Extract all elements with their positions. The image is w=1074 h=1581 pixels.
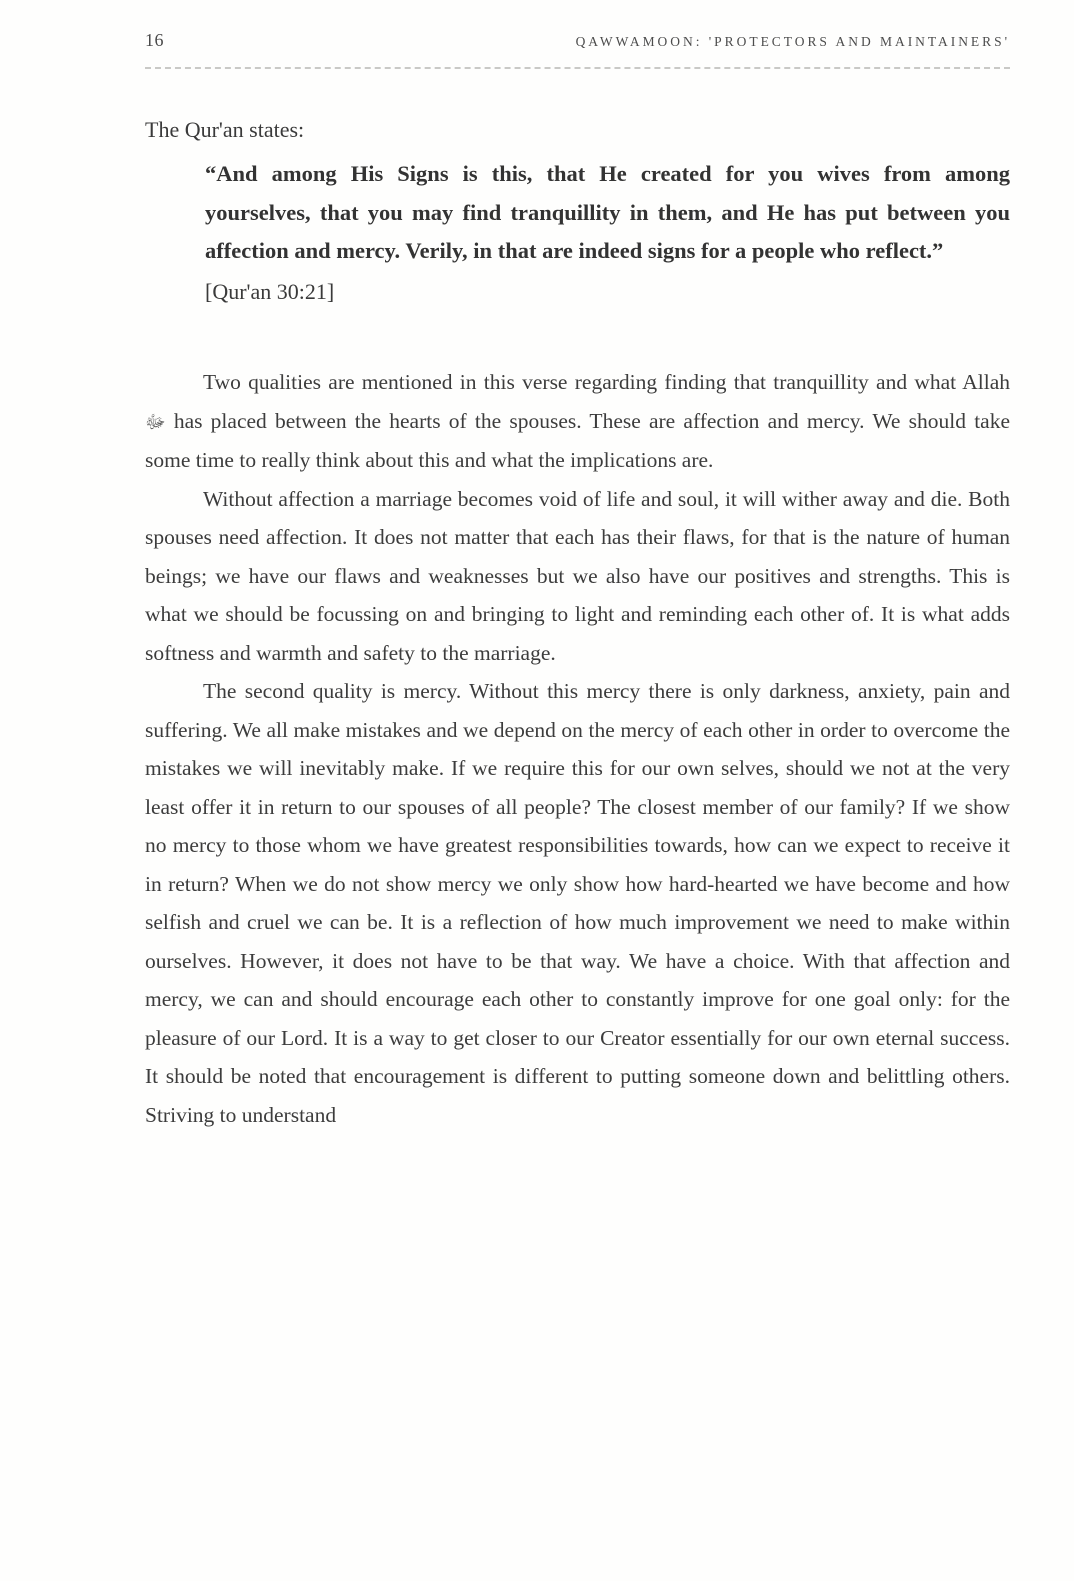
running-head: QAWWAMOON: 'PROTECTORS AND MAINTAINERS' [575,34,1010,49]
quote-citation: [Qur'an 30:21] [205,278,335,304]
page-header [145,30,1010,51]
intro-line: The Qur'an states: [145,117,305,142]
body-text [145,363,1010,1134]
body-paragraph [145,363,1010,480]
paragraph-text: has placed between the hearts of the spouses. These are affection and mercy. We should take some time to really think about this and what the implications are. [145,408,1010,472]
quran-quote: “And among His Signs is this, that He created for you wives from among yourselves, that you may find tranquillity in them, and He has put between you affection and mercy. Verily, in that are indeed signs for a people who reflect.” [205,161,1010,263]
paragraph-text: Two qualities are mentioned in this verse regarding finding that tranquillity and what Allah [203,370,1010,394]
header-rule [145,67,1010,69]
allah-honorific-icon: ﷻ [145,411,166,432]
body-paragraph: Without affection a marriage becomes void of life and soul, it will wither away and die. Both spouses need affection. It does not matter that each has their flaws, for that is the nature of human beings; we have our flaws and weaknesses but we also have our positives and strengths. This is what we should be focussing on and bringing to light and reminding each other of. It is what adds softness and warmth and safety to the marriage. [145,486,1010,665]
page-number: 16 [145,30,164,50]
body-paragraph: The second quality is mercy. Without this mercy there is only darkness, anxiety, pain and suffering. We all make mistakes and we depend on the mercy of each other in order to overcome the mistakes we will inevitably make. If we require this for our own selves, should we not at the very least offer it in return to our spouses of all people? The closest member of our family? If we show no mercy to those whom we have greatest responsibilities towards, how can we expect to receive it in return? When we do not show mercy we only show how hard-hearted we have become and how selfish and cruel we can be. It is a reflection of how much improvement we need to make within ourselves. However, it does not have to be that way. We have a choice. With that affection and mercy, we can and should encourage each other to constantly improve for one goal only: for the pleasure of our Lord. It is a way to get closer to our Creator essentially for our own eternal success. It should be noted that encouragement is different to putting someone down and belittling others. Striving to understand [145,679,1010,1127]
